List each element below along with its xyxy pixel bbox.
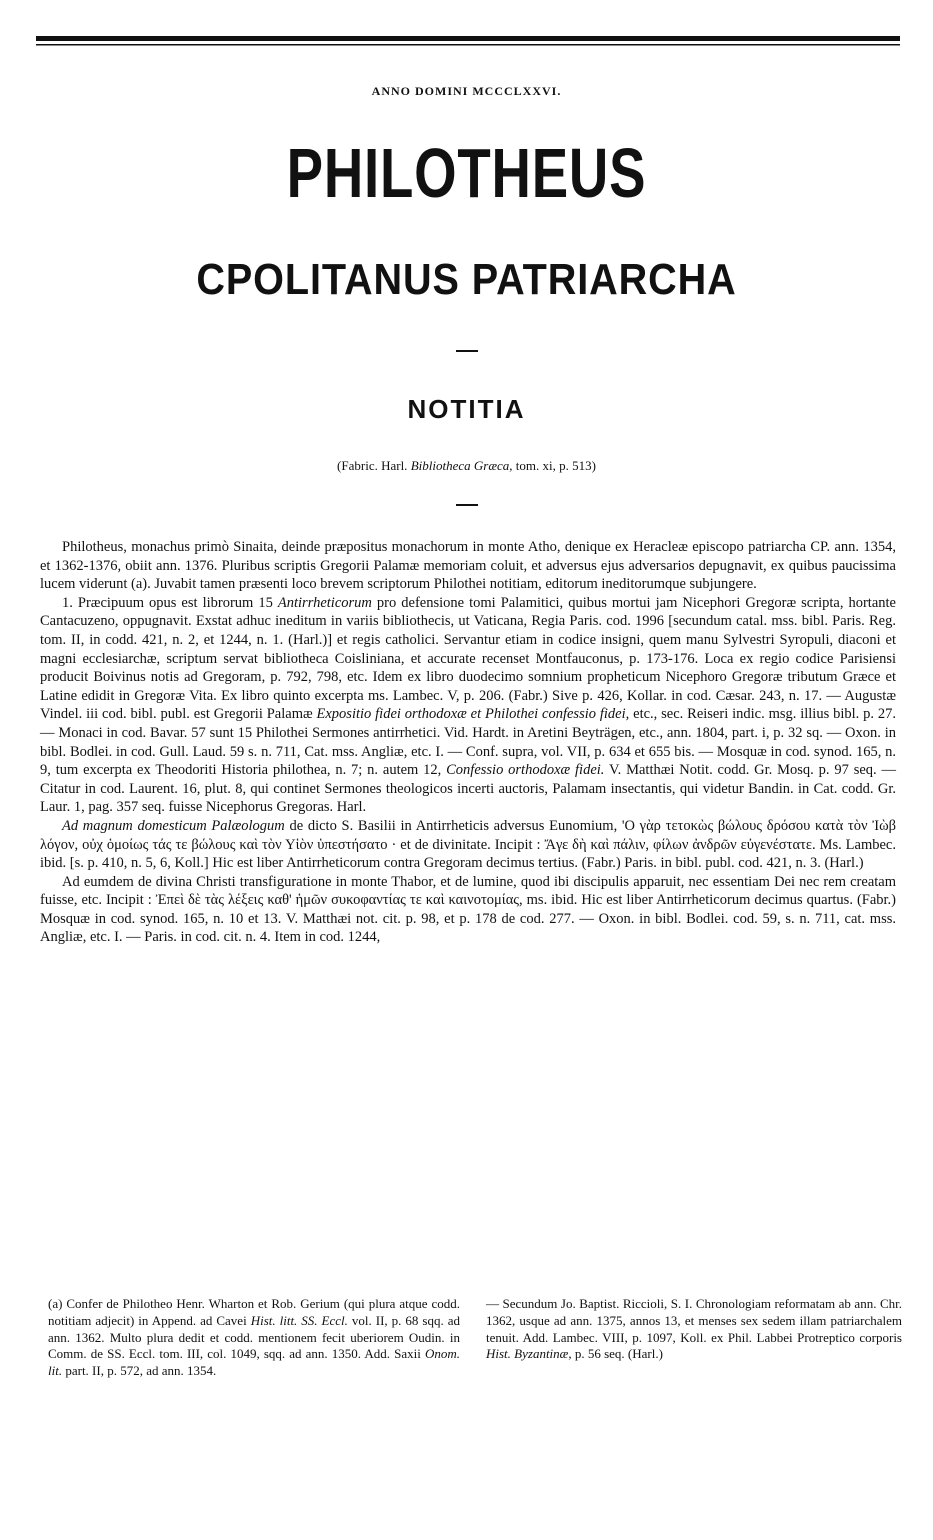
- separator-dash: [456, 504, 478, 506]
- paragraph: Ad magnum domesticum Palæologum de dicto S. Basilii in Antirrheticis adversus Eunomium, 'Ο γὰρ τετοκὼς βώλους δρόσου κατὰ τὸν Ἰὼβ λόγον, οὐχ ὁμοίως τάς τε βώλους καὶ τὸν Υἱὸν ὑπεστήσατο · et de divinitate. Incipit : Ἄγε δὴ καὶ πάλιν, φίλων ἀνδρῶν εὐγενέστατε. Ms. Lambec. ibid. [s. p. 410, n. 5, 6, Koll.] Hic est liber Antirrheticorum contra Gregoram decimus tertius. (Fabr.) Paris. in bibl. publ. cod. 421, n. 3. (Harl.): [40, 817, 896, 872]
- source-reference: [0, 458, 933, 474]
- source-ref-suffix: tom. xi, p. 513): [515, 458, 596, 473]
- paragraph: 1. Præcipuum opus est librorum 15 Antirrheticorum pro defensione tomi Palamitici, quibus mortui jam Nicephori Gregoræ scripta, hortante Cantacuzeno, oppugnavit. Exstat adhuc ineditum in variis bibliothecis, ut Vaticana, Regia Paris. cod. 1996 [secundum catal. mss. bibl. Paris. Reg. tom. II, in codd. 421, n. 2, et 1244, n. 1. (Harl.)] et regis catholici. Servantur etiam in codice insigni, quem manu Sylvestri Syropuli, diaconi et magni ecclesiarchæ, scriptum servat bibliotheca Coisliniana, et accurate recenset Montfauconus, p. 173-176. Loca ex regio codice Parisiensi producit Boivinus notis ad Gregoram, p. 792, 798, etc. Idem ex libro duodecimo somnium propheticum Nicephoro Gregoræ tributum Græce et Latine edidit in Gregoræ Vita. Ex libro quinto excerpta ms. Lambec. V, p. 206. (Fabr.) Sive p. 426, Kollar. in cod. Cæsar. 243, n. 17. — Augustæ Vindel. iii cod. bibl. publ. est Gregorii Palamæ Expositio fidei orthodoxæ et Philothei confessio fidei, etc., sec. Reiseri indic. msg. illius bibl. p. 27. — Monaci in cod. Bavar. 57 sunt 15 Philothei Sermones antirrhetici. Vid. Hardt. in Aretini Beyträgen, etc., ann. 1804, part. i, p. 32 sq. — Oxon. in bibl. Bodlei. in cod. Gull. Laud. 59 s. n. 711, Cat. mss. Angliæ, etc. I. — Conf. supra, vol. VII, p. 634 et 655 bis. — Mosquæ in cod. synod. 165, n. 9, tum excerpta ex Theodoriti Historia philothea, n. 7; n. autem 12, Confessio orthodoxæ fidei. V. Matthæi Notit. codd. Gr. Mosq. p. 97 seq. — Citatur in cod. Laurent. 16, plut. 8, qui continet Sermones theologicos incerti auctoris, Palamam insectantis, qui videtur Bandin. in Cat. codd. Gr. Laur. 1, pag. 357 seq. fuisse Nicephorus Gregoras. Harl.: [40, 594, 897, 816]
- running-head: ANNO DOMINI MCCCLXXVI.: [371, 84, 562, 98]
- source-ref-prefix: (Fabric. Harl.: [337, 458, 408, 473]
- paragraph: Ad eumdem de divina Christi transfiguratione in monte Thabor, et de lumine, quod ibi discipulis apparuit, nec essentiam Dei nec rem creatam fuisse, etc. Incipit : Ἐπεὶ δὲ τὰς λέξεις καθ' ἡμῶν συκοφαντίας τε καὶ καινοτομίας, ms. ibid. Hic est liber Antirrheticorum decimus quartus. (Fabr.) Mosquæ in cod. synod. 165, n. 10 et 13. V. Matthæi not. cit. p. 98, et p. 178 de cod. 277. — Oxon. in bibl. Bodlei. cod. 59, s. n. 711, cat. mss. Angliæ, etc. I. — Paris. in cod. cit. n. 4. Item in cod. 1244,: [40, 873, 896, 946]
- top-border-rule: [36, 34, 900, 48]
- page-subtitle: CPOLITANUS PATRIARCHA: [196, 255, 737, 304]
- footnote-right: — Secundum Jo. Baptist. Riccioli, S. I. Chronologiam reformatam ab ann. Chr. 1362, usque ad ann. 1375, annos 13, et menses sex sedem illam patriarchalem tenuit. Add. Lambec. VIII, p. 1097, Koll. ex Phil. Labbei Protreptico corporis Hist. Byzantinæ, p. 56 seq. (Harl.): [486, 1296, 902, 1362]
- main-text: [40, 538, 896, 947]
- separator-dash: [456, 350, 478, 352]
- paragraph: Philotheus, monachus primò Sinaita, deinde præpositus monachorum in monte Atho, denique ex Heracleæ episcopo patriarcha CP. ann. 1354, et 1362-1376, obiit ann. 1376. Pluribus scriptis Gregorii Palamæ memoriam coluit, et adversus ejus adversarios depugnavit, ex quibus paucissima lucem viderunt (a). Juvabit tamen præsenti loco brevem scriptorum Philothei notitiam, editorum ineditorumque subjungere.: [40, 539, 896, 593]
- source-ref-work: Bibliotheca Græca,: [410, 458, 513, 473]
- page-title: PHILOTHEUS: [286, 134, 647, 212]
- footnote-left: (a) Confer de Philotheo Henr. Wharton et Rob. Gerium (qui plura atque codd. notitiam adjecit) in Append. ad Cavei Hist. litt. SS. Eccl. vol. II, p. 68 sqq. ad ann. 1362. Multo plura dedit et codd. mentionem fecit uberiorem Oudin. in Comm. de SS. Eccl. tom. III, col. 1049, sqq. ad ann. 1350. Add. Saxii Onom. lit. part. II, p. 572, ad ann. 1354.: [48, 1296, 460, 1379]
- section-heading: NOTITIA: [407, 394, 526, 424]
